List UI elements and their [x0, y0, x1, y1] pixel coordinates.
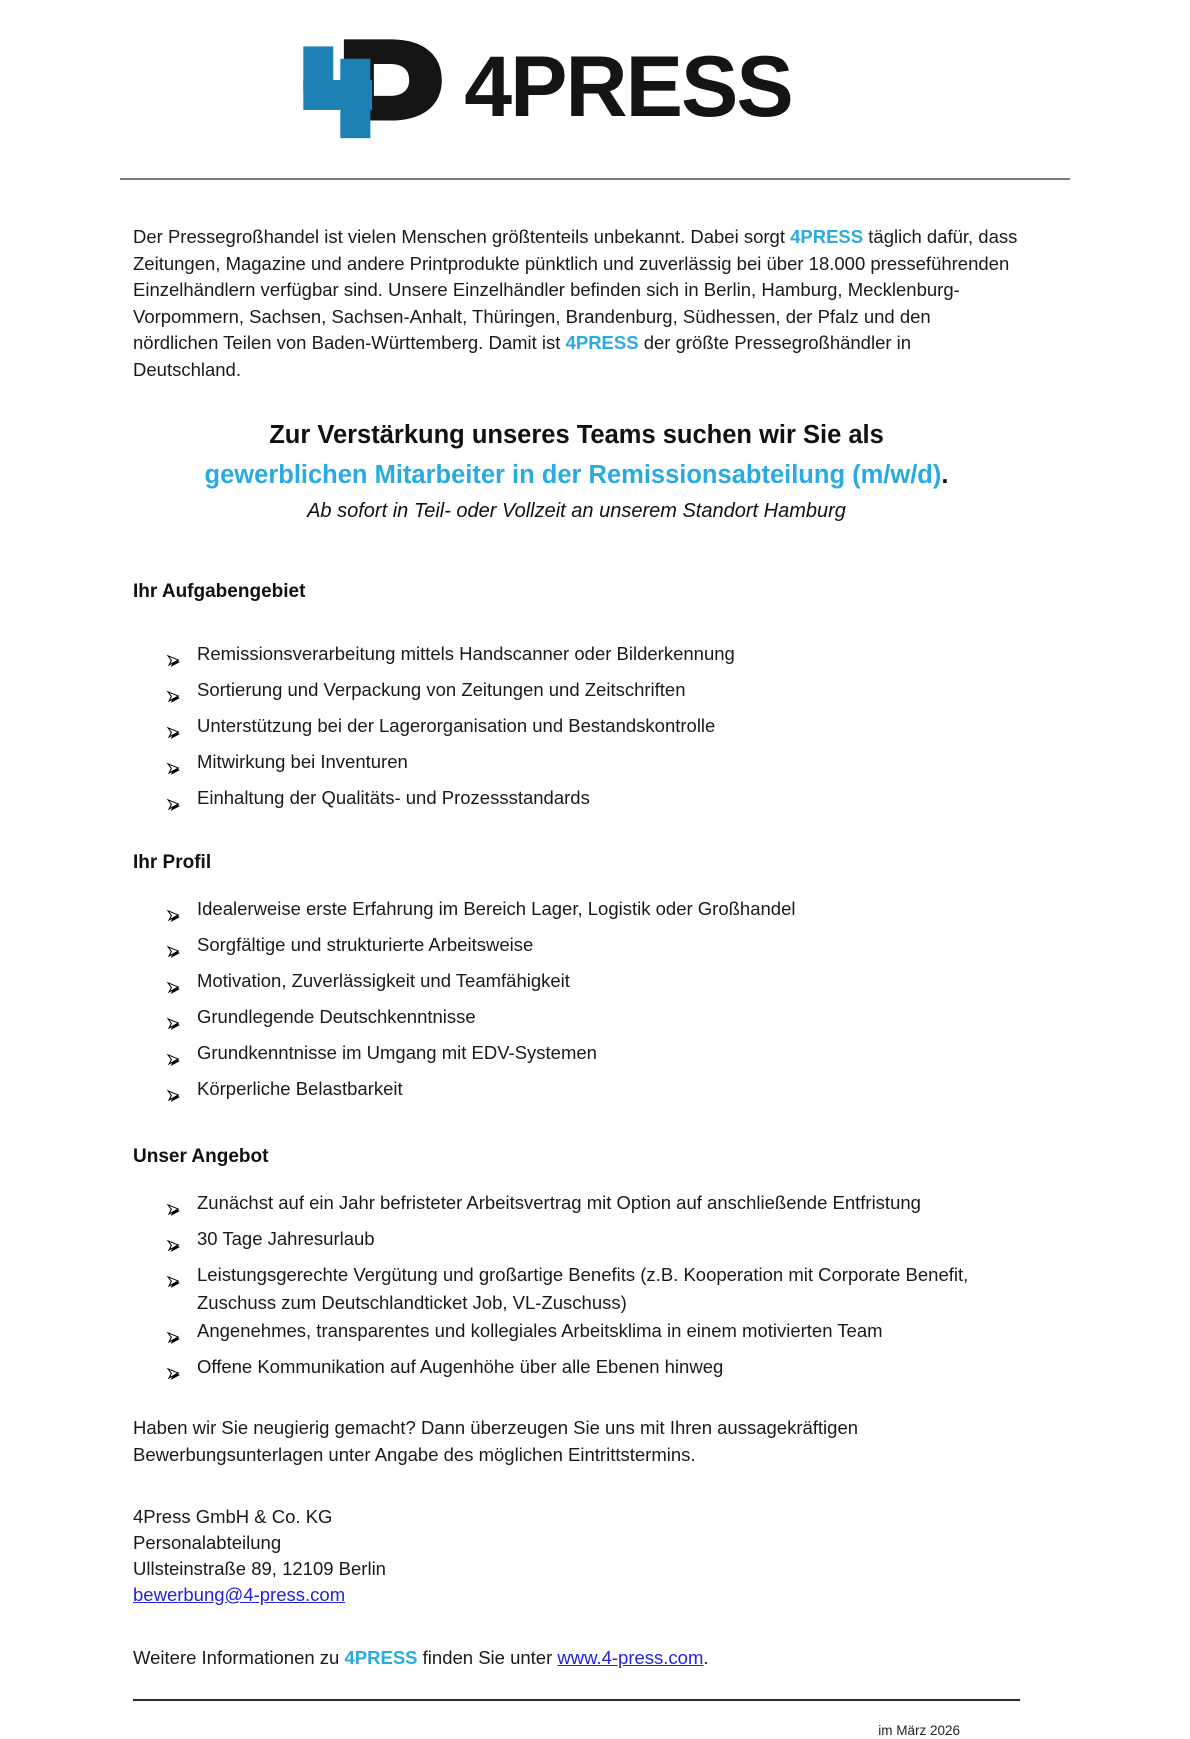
section-heading-angebot: Unser Angebot	[133, 1146, 269, 1167]
list-item-text: Motivation, Zuverlässigkeit und Teamfähigkeit	[197, 970, 570, 991]
section-heading-profil: Ihr Profil	[133, 852, 212, 873]
info-text: finden Sie unter	[417, 1647, 558, 1668]
intro-text: der größte Pressegroßhändler in Deutschland.	[133, 332, 912, 380]
info-text: Weitere Informationen zu	[133, 1647, 345, 1668]
footer-date: im März 2026	[878, 1723, 960, 1738]
list-item-text: Körperliche Belastbarkeit	[197, 1078, 403, 1099]
logo-brand-text: 4PRESS	[464, 39, 792, 135]
list-item-text: Grundlegende Deutschkenntnisse	[197, 1006, 476, 1027]
list-item	[167, 784, 1020, 820]
intro-paragraph	[133, 224, 1020, 383]
offer-list	[133, 1189, 1020, 1389]
arrow-bullet-icon	[167, 1075, 197, 1111]
intro-text: Der Pressegroßhandel ist vielen Menschen größtenteils unbekannt. Dabei sorgt	[133, 226, 791, 247]
list-item-text: Leistungsgerechte Vergütung und großartige Benefits (z.B. Kooperation mit Corporate Benefit, Zuschuss zum Deutschlandticket Job, VL-Zuschuss)	[197, 1264, 969, 1313]
list-item	[167, 931, 1020, 967]
logo-4p-monogram-icon	[298, 34, 448, 140]
intro-text: täglich dafür, dass Zeitungen, Magazine und andere Printprodukte pünktlich und zuverlässig bei über 18.000 presseführenden Einzelhändlern verfügbar sind. Unsere Einzelhändler befinden sich in Berlin, Hamburg, Mecklenburg-Vorpommern, Sachsen, Sachsen-Anhalt, Thüringen, Brandenburg, Südhessen, der Pfalz und den nördlichen Teilen von Baden-Württemberg. Damit ist	[133, 226, 1018, 353]
email-link[interactable]: bewerbung@4-press.com	[133, 1584, 346, 1605]
closing-paragraph: Haben wir Sie neugierig gemacht? Dann überzeugen Sie uns mit Ihren aussagekräftigen Bewerbungsunterlagen unter Angabe des möglichen Eintrittstermins.	[133, 1417, 859, 1465]
section-heading-aufgabengebiet: Ihr Aufgabengebiet	[133, 581, 306, 602]
arrow-bullet-icon	[167, 1353, 197, 1389]
list-item-text: Offene Kommunikation auf Augenhöhe über alle Ebenen hinweg	[197, 1356, 724, 1377]
list-item-text: Mitwirkung bei Inventuren	[197, 751, 408, 772]
brand-highlight: 4PRESS	[344, 1647, 418, 1668]
job-ad-page	[0, 34, 1190, 1738]
arrow-bullet-icon	[167, 1189, 197, 1225]
arrow-bullet-icon	[167, 712, 197, 748]
list-item-text: Grundkenntnisse im Umgang mit EDV-Systemen	[197, 1042, 597, 1063]
arrow-bullet-icon	[167, 1317, 197, 1353]
job-title-block	[133, 419, 1020, 525]
website-link[interactable]: www.4-press.com	[557, 1647, 704, 1668]
more-info-line	[133, 1644, 1020, 1671]
arrow-bullet-icon	[167, 1003, 197, 1039]
job-title-line2	[133, 459, 1020, 491]
address: Ullsteinstraße 89, 12109 Berlin	[133, 1558, 386, 1579]
arrow-bullet-icon	[167, 640, 197, 676]
list-item-text: Sortierung und Verpackung von Zeitungen und Zeitschriften	[197, 679, 686, 700]
job-subtitle: Ab sofort in Teil- oder Vollzeit an unserem Standort Hamburg	[307, 500, 846, 522]
job-title-line1: Zur Verstärkung unseres Teams suchen wir Sie als	[269, 421, 884, 449]
list-item	[167, 1003, 1020, 1039]
brand-highlight: 4PRESS	[565, 332, 639, 353]
list-item-text: Unterstützung bei der Lagerorganisation und Bestandskontrolle	[197, 715, 716, 736]
list-item-text: Einhaltung der Qualitäts- und Prozessstandards	[197, 787, 590, 808]
list-item-text: Sorgfältige und strukturierte Arbeitsweise	[197, 934, 534, 955]
arrow-bullet-icon	[167, 1039, 197, 1075]
company-logo	[0, 34, 1140, 140]
list-item	[167, 712, 1020, 748]
department: Personalabteilung	[133, 1532, 282, 1553]
arrow-bullet-icon	[167, 784, 197, 820]
brand-highlight: 4PRESS	[790, 226, 864, 247]
list-item	[167, 1225, 1020, 1261]
list-item	[167, 640, 1020, 676]
list-item	[167, 1317, 1020, 1353]
contact-block	[133, 1504, 1020, 1608]
header-divider	[120, 178, 1070, 180]
arrow-bullet-icon	[167, 1225, 197, 1261]
job-title-highlight: gewerblichen Mitarbeiter in der Remissionsabteilung (m/w/d)	[204, 461, 942, 489]
list-item	[167, 1075, 1020, 1111]
arrow-bullet-icon	[167, 1261, 197, 1297]
list-item	[167, 1039, 1020, 1075]
arrow-bullet-icon	[167, 931, 197, 967]
list-item	[167, 967, 1020, 1003]
list-item	[167, 1261, 1020, 1317]
profile-list	[133, 895, 1020, 1111]
list-item	[167, 1353, 1020, 1389]
list-item	[167, 676, 1020, 712]
list-item-text: Angenehmes, transparentes und kollegiales Arbeitsklima in einem motivierten Team	[197, 1320, 883, 1341]
list-item	[167, 748, 1020, 784]
company-name: 4Press GmbH & Co. KG	[133, 1506, 333, 1527]
list-item	[167, 895, 1020, 931]
arrow-bullet-icon	[167, 748, 197, 784]
task-list	[133, 640, 1020, 820]
arrow-bullet-icon	[167, 895, 197, 931]
job-title-period: .	[941, 461, 949, 489]
list-item-text: 30 Tage Jahresurlaub	[197, 1228, 375, 1249]
arrow-bullet-icon	[167, 676, 197, 712]
list-item-text: Remissionsverarbeitung mittels Handscanner oder Bilderkennung	[197, 643, 735, 664]
list-item	[167, 1189, 1020, 1225]
list-item-text: Idealerweise erste Erfahrung im Bereich Lager, Logistik oder Großhandel	[197, 898, 796, 919]
arrow-bullet-icon	[167, 967, 197, 1003]
list-item-text: Zunächst auf ein Jahr befristeter Arbeitsvertrag mit Option auf anschließende Entfristung	[197, 1192, 921, 1213]
info-text: .	[703, 1647, 709, 1668]
footer-divider	[133, 1699, 1020, 1701]
